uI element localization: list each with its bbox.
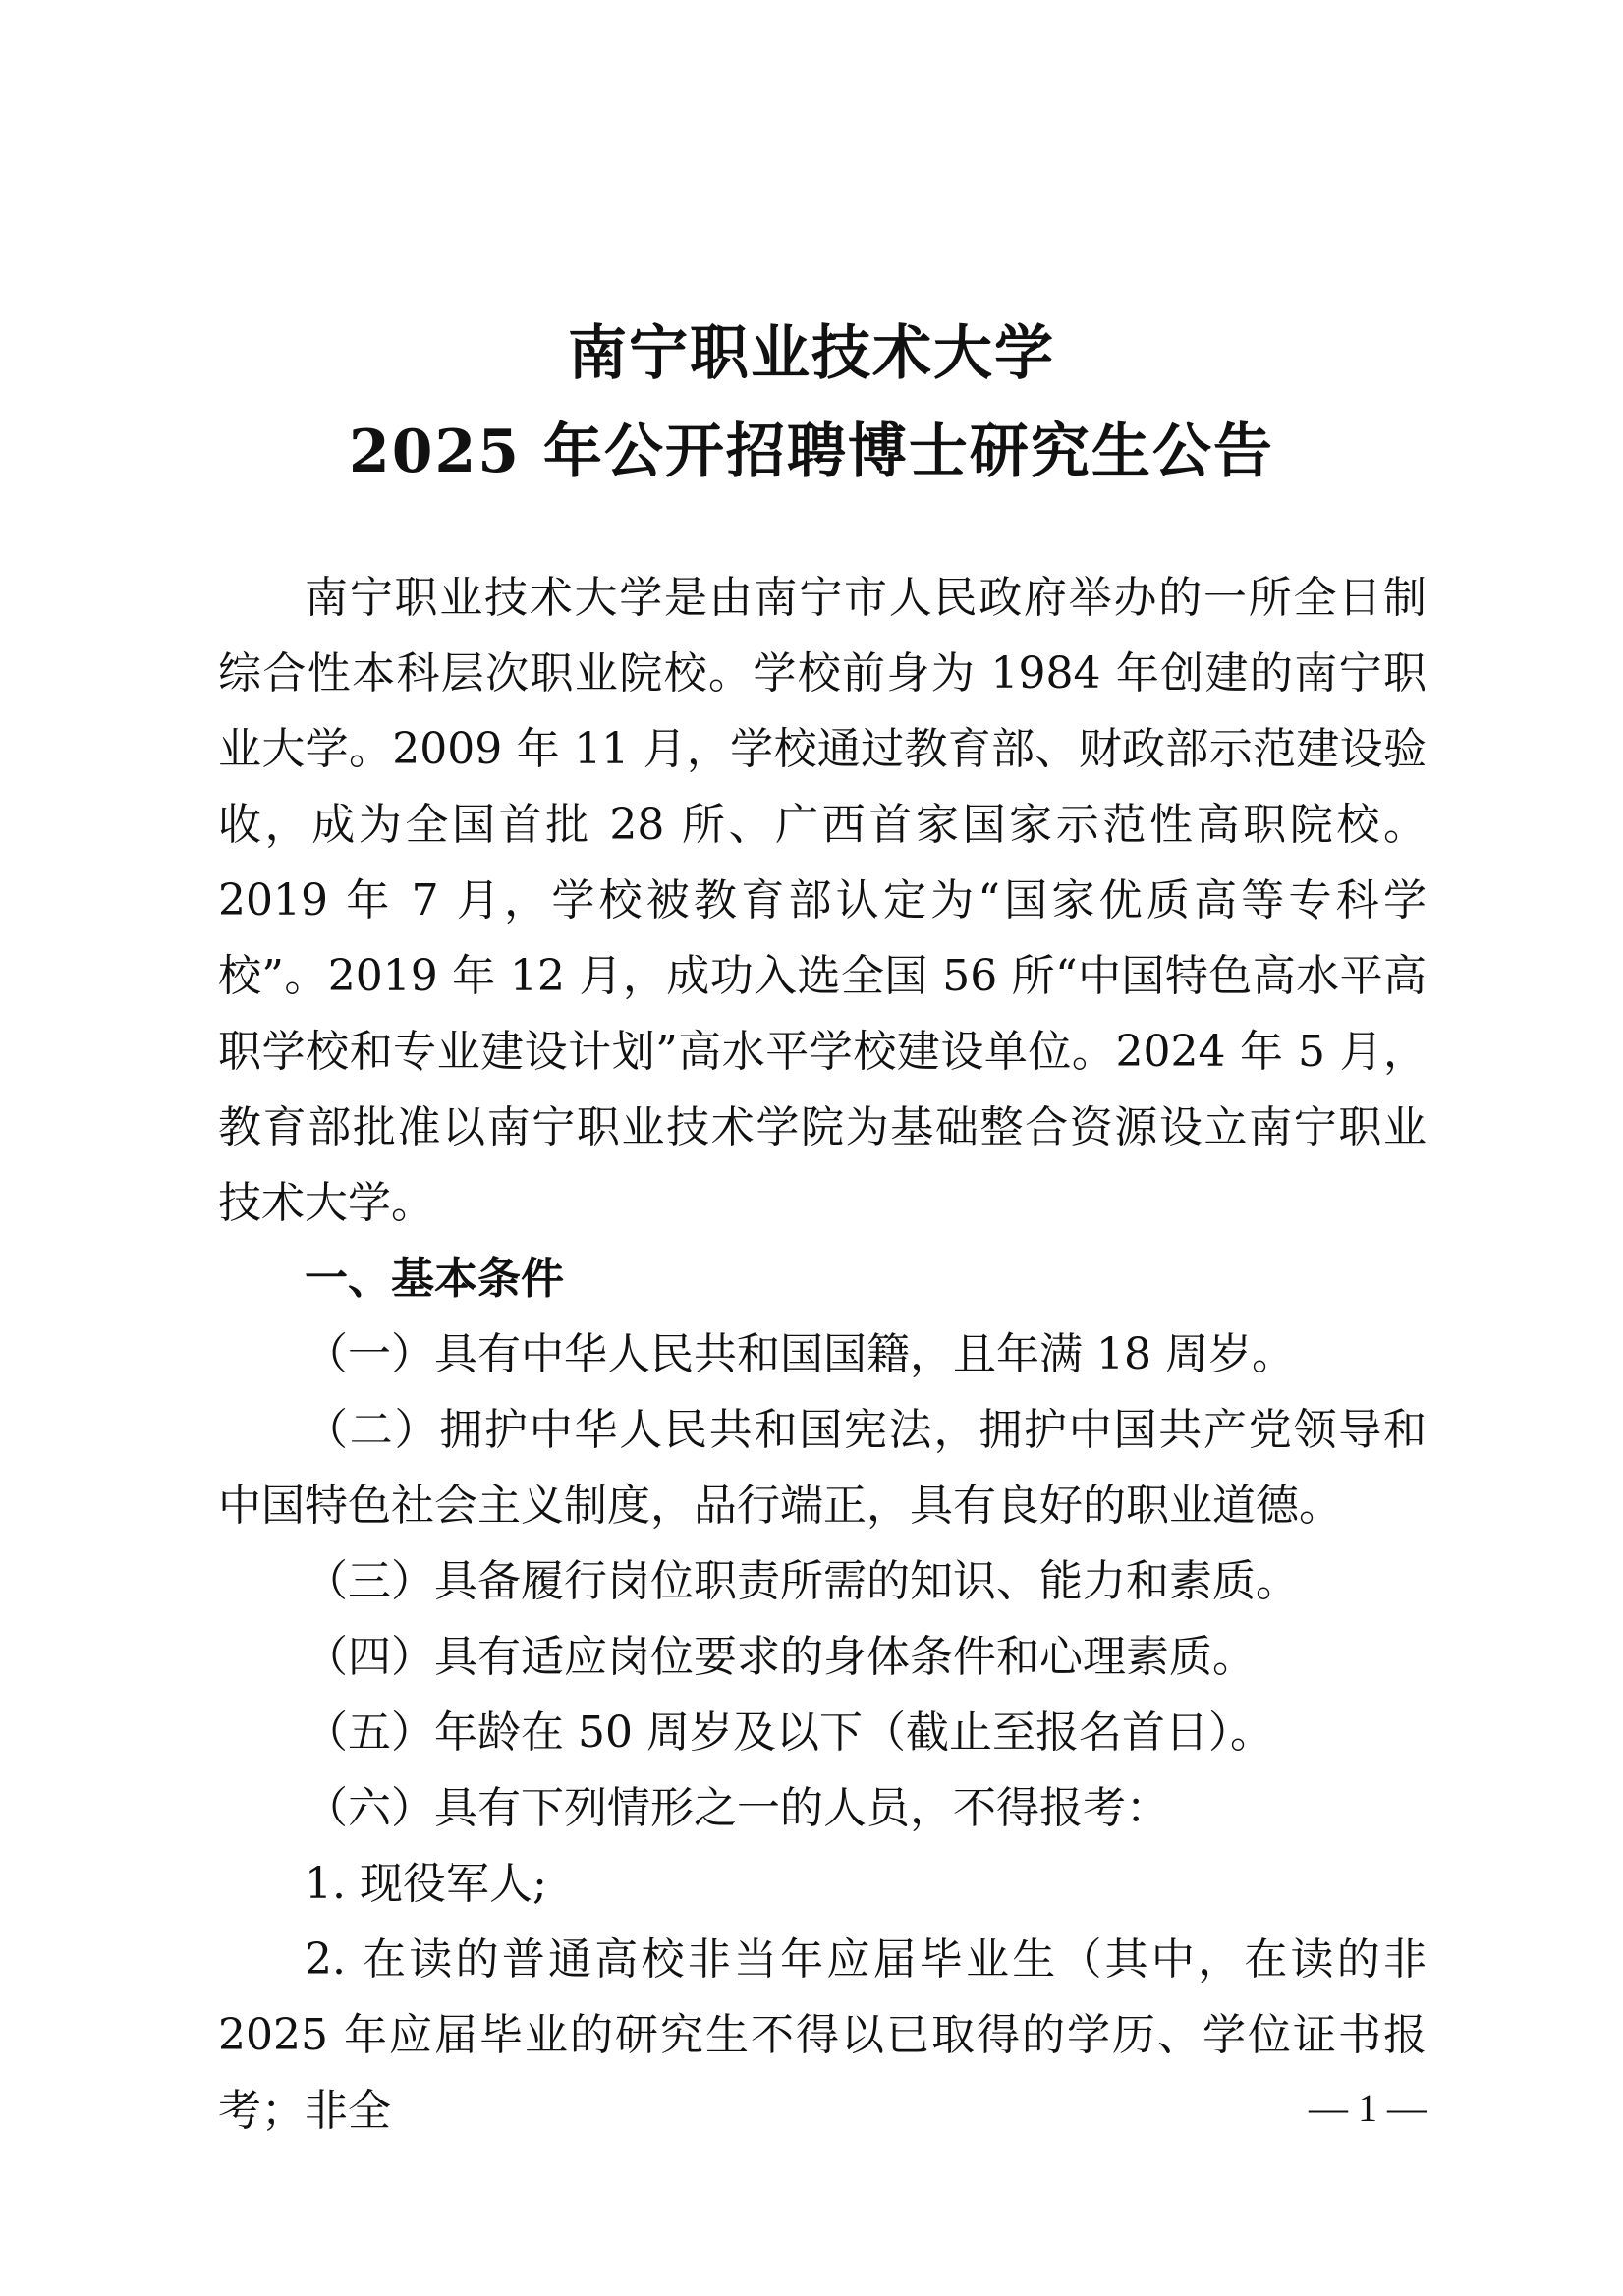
- page-number: — 1 —: [1309, 2086, 1427, 2130]
- document-title-line2: 2025 年公开招聘博士研究生公告: [349, 418, 1274, 486]
- condition-item-5: （五）年龄在 50 周岁及以下（截止至报名首日）。: [305, 1708, 1273, 1758]
- condition-item-3: （三）具备履行岗位职责所需的知识、能力和素质。: [305, 1556, 1299, 1606]
- condition-item-2: （二）拥护中华人民共和国宪法，拥护中国共产党领导和中国特色社会主义制度，品行端正，具有良好的职业道德。: [218, 1405, 1427, 1531]
- condition-item-6: （六）具有下列情形之一的人员，不得报考：: [305, 1783, 1169, 1833]
- condition-item-4: （四）具有适应岗位要求的身体条件和心理素质。: [305, 1632, 1256, 1682]
- section-heading: 一、基本条件: [305, 1254, 564, 1304]
- condition-item-1: （一）具有中华人民共和国国籍，且年满 18 周岁。: [305, 1329, 1295, 1379]
- document-title-line1: 南宁职业技术大学: [568, 319, 1055, 388]
- intro-paragraph: 南宁职业技术大学是由南宁市人民政府举办的一所全日制综合性本科层次职业院校。学校前身为 1984 年创建的南宁职业大学。2009 年 11 月，学校通过教育部、财政部示范建设验收，成为全国首批 28 所、广西首家国家示范性高职院校。2019 年 7 月，学校被教育部认定为“国家优质高等专科学校”。2019 年 12 月，成功入选全国 56 所“中国特色高水平高职学校和专业建设计划”高水平学校建设单位。2024 年 5 月，教育部批准以南宁职业技术学院为基础整合资源设立南宁职业技术大学。: [218, 573, 1427, 1228]
- document-body: [218, 560, 1427, 2149]
- exclusion-item-2: 2. 在读的普通高校非当年应届毕业生（其中，在读的非 2025 年应届毕业的研究生不得以已取得的学历、学位证书报考；非全: [218, 1934, 1427, 2136]
- exclusion-item-1: 1. 现役军人;: [305, 1859, 547, 1909]
